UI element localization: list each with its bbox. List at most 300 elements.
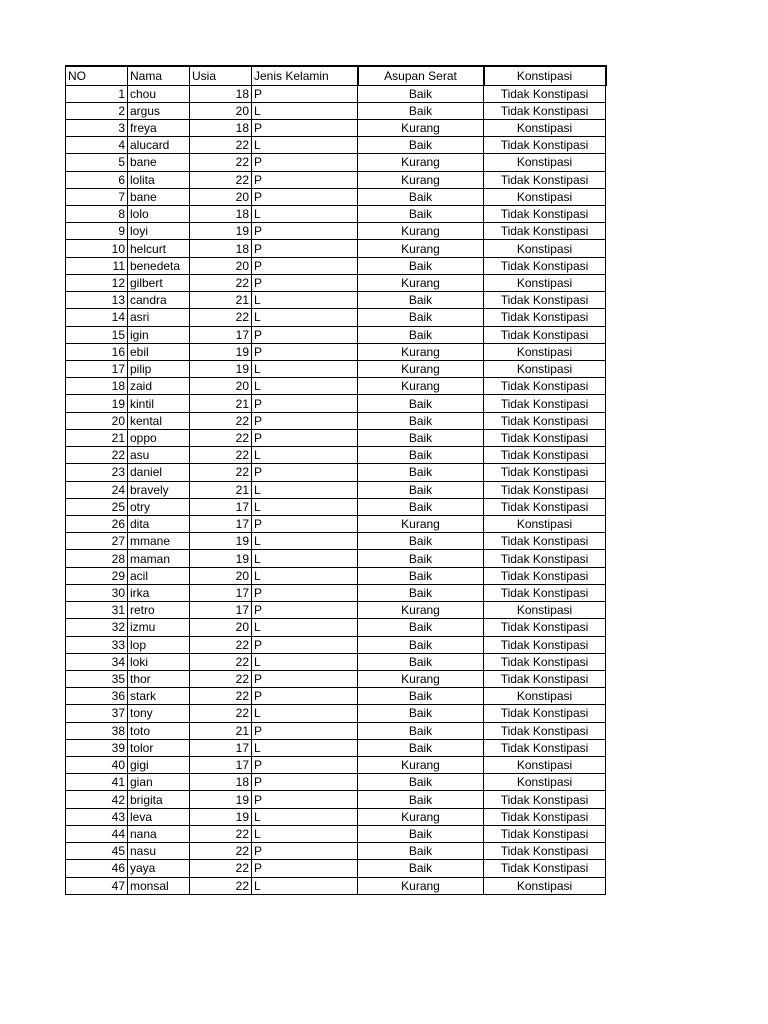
cell-jenis-kelamin: L — [252, 653, 358, 670]
cell-usia: 18 — [190, 240, 252, 257]
cell-asupan-serat: Baik — [358, 464, 484, 481]
cell-nama: igin — [128, 326, 190, 343]
cell-konstipasi: Konstipasi — [484, 688, 606, 705]
cell-nama: daniel — [128, 464, 190, 481]
cell-asupan-serat: Baik — [358, 102, 484, 119]
cell-usia: 22 — [190, 412, 252, 429]
cell-jenis-kelamin: L — [252, 567, 358, 584]
cell-nama: mmane — [128, 533, 190, 550]
cell-usia: 17 — [190, 515, 252, 532]
cell-jenis-kelamin: P — [252, 860, 358, 877]
cell-konstipasi: Tidak Konstipasi — [484, 808, 606, 825]
cell-asupan-serat: Baik — [358, 447, 484, 464]
cell-no: 36 — [66, 688, 128, 705]
cell-nama: stark — [128, 688, 190, 705]
cell-nama: otry — [128, 498, 190, 515]
cell-usia: 19 — [190, 808, 252, 825]
table-row — [66, 292, 606, 309]
cell-no: 19 — [66, 395, 128, 412]
cell-konstipasi: Tidak Konstipasi — [484, 429, 606, 446]
cell-konstipasi: Tidak Konstipasi — [484, 825, 606, 842]
cell-usia: 20 — [190, 188, 252, 205]
table-row — [66, 429, 606, 446]
cell-jenis-kelamin: L — [252, 533, 358, 550]
cell-nama: benedeta — [128, 257, 190, 274]
table-row — [66, 326, 606, 343]
cell-konstipasi: Tidak Konstipasi — [484, 378, 606, 395]
table-row — [66, 412, 606, 429]
cell-nama: irka — [128, 584, 190, 601]
cell-konstipasi: Tidak Konstipasi — [484, 85, 606, 102]
cell-usia: 22 — [190, 447, 252, 464]
cell-asupan-serat: Baik — [358, 825, 484, 842]
cell-nama: gigi — [128, 757, 190, 774]
cell-asupan-serat: Baik — [358, 860, 484, 877]
cell-jenis-kelamin: L — [252, 877, 358, 894]
cell-nama: pilip — [128, 361, 190, 378]
cell-usia: 17 — [190, 757, 252, 774]
cell-usia: 22 — [190, 429, 252, 446]
cell-jenis-kelamin: P — [252, 171, 358, 188]
cell-no: 47 — [66, 877, 128, 894]
cell-jenis-kelamin: P — [252, 429, 358, 446]
cell-usia: 22 — [190, 653, 252, 670]
cell-no: 37 — [66, 705, 128, 722]
table-row — [66, 791, 606, 808]
cell-nama: yaya — [128, 860, 190, 877]
cell-no: 13 — [66, 292, 128, 309]
cell-konstipasi: Tidak Konstipasi — [484, 584, 606, 601]
cell-asupan-serat: Baik — [358, 137, 484, 154]
cell-asupan-serat: Kurang — [358, 877, 484, 894]
cell-asupan-serat: Baik — [358, 429, 484, 446]
cell-usia: 17 — [190, 498, 252, 515]
table-row — [66, 739, 606, 756]
cell-jenis-kelamin: L — [252, 309, 358, 326]
cell-no: 10 — [66, 240, 128, 257]
cell-konstipasi: Tidak Konstipasi — [484, 567, 606, 584]
cell-konstipasi: Konstipasi — [484, 515, 606, 532]
cell-usia: 19 — [190, 533, 252, 550]
cell-no: 4 — [66, 137, 128, 154]
cell-no: 24 — [66, 481, 128, 498]
cell-usia: 21 — [190, 395, 252, 412]
table-row — [66, 223, 606, 240]
cell-usia: 22 — [190, 464, 252, 481]
cell-asupan-serat: Kurang — [358, 240, 484, 257]
cell-nama: brigita — [128, 791, 190, 808]
cell-nama: bravely — [128, 481, 190, 498]
cell-no: 44 — [66, 825, 128, 842]
cell-asupan-serat: Baik — [358, 774, 484, 791]
cell-no: 20 — [66, 412, 128, 429]
cell-no: 12 — [66, 274, 128, 291]
cell-nama: oppo — [128, 429, 190, 446]
cell-konstipasi: Konstipasi — [484, 774, 606, 791]
cell-no: 6 — [66, 171, 128, 188]
table-row — [66, 567, 606, 584]
table-row — [66, 705, 606, 722]
cell-no: 30 — [66, 584, 128, 601]
cell-usia: 19 — [190, 223, 252, 240]
cell-konstipasi: Tidak Konstipasi — [484, 498, 606, 515]
table-row — [66, 808, 606, 825]
table-row — [66, 877, 606, 894]
cell-usia: 21 — [190, 292, 252, 309]
cell-asupan-serat: Kurang — [358, 223, 484, 240]
table-row — [66, 361, 606, 378]
cell-asupan-serat: Baik — [358, 309, 484, 326]
cell-no: 17 — [66, 361, 128, 378]
table-row — [66, 343, 606, 360]
cell-usia: 17 — [190, 602, 252, 619]
table-row — [66, 395, 606, 412]
cell-asupan-serat: Baik — [358, 257, 484, 274]
cell-no: 41 — [66, 774, 128, 791]
table-row — [66, 309, 606, 326]
cell-jenis-kelamin: P — [252, 774, 358, 791]
cell-konstipasi: Tidak Konstipasi — [484, 550, 606, 567]
cell-jenis-kelamin: L — [252, 705, 358, 722]
cell-nama: argus — [128, 102, 190, 119]
table-row — [66, 550, 606, 567]
cell-jenis-kelamin: P — [252, 395, 358, 412]
table-row — [66, 498, 606, 515]
cell-konstipasi: Tidak Konstipasi — [484, 481, 606, 498]
cell-jenis-kelamin: P — [252, 223, 358, 240]
cell-konstipasi: Tidak Konstipasi — [484, 447, 606, 464]
cell-usia: 22 — [190, 705, 252, 722]
cell-no: 33 — [66, 636, 128, 653]
cell-jenis-kelamin: P — [252, 326, 358, 343]
cell-usia: 20 — [190, 257, 252, 274]
table-row — [66, 274, 606, 291]
cell-jenis-kelamin: P — [252, 119, 358, 136]
cell-konstipasi: Tidak Konstipasi — [484, 412, 606, 429]
cell-jenis-kelamin: L — [252, 292, 358, 309]
cell-no: 5 — [66, 154, 128, 171]
cell-usia: 22 — [190, 171, 252, 188]
cell-konstipasi: Konstipasi — [484, 361, 606, 378]
cell-asupan-serat: Baik — [358, 85, 484, 102]
cell-no: 38 — [66, 722, 128, 739]
cell-asupan-serat: Kurang — [358, 119, 484, 136]
cell-usia: 19 — [190, 791, 252, 808]
cell-nama: chou — [128, 85, 190, 102]
cell-konstipasi: Konstipasi — [484, 188, 606, 205]
cell-usia: 20 — [190, 619, 252, 636]
cell-no: 45 — [66, 843, 128, 860]
cell-nama: alucard — [128, 137, 190, 154]
cell-no: 11 — [66, 257, 128, 274]
cell-jenis-kelamin: L — [252, 825, 358, 842]
cell-jenis-kelamin: P — [252, 515, 358, 532]
cell-jenis-kelamin: P — [252, 188, 358, 205]
cell-no: 31 — [66, 602, 128, 619]
cell-nama: thor — [128, 670, 190, 687]
data-table — [65, 65, 607, 895]
cell-usia: 20 — [190, 102, 252, 119]
cell-nama: maman — [128, 550, 190, 567]
cell-asupan-serat: Baik — [358, 533, 484, 550]
cell-jenis-kelamin: P — [252, 85, 358, 102]
cell-konstipasi: Konstipasi — [484, 757, 606, 774]
cell-asupan-serat: Kurang — [358, 274, 484, 291]
cell-konstipasi: Tidak Konstipasi — [484, 705, 606, 722]
cell-jenis-kelamin: L — [252, 498, 358, 515]
cell-jenis-kelamin: L — [252, 137, 358, 154]
cell-usia: 22 — [190, 670, 252, 687]
table-row — [66, 171, 606, 188]
cell-asupan-serat: Kurang — [358, 361, 484, 378]
cell-no: 18 — [66, 378, 128, 395]
table-row — [66, 533, 606, 550]
cell-nama: asri — [128, 309, 190, 326]
cell-nama: gian — [128, 774, 190, 791]
cell-asupan-serat: Baik — [358, 705, 484, 722]
header-jenis-kelamin: Jenis Kelamin — [252, 66, 358, 85]
cell-konstipasi: Tidak Konstipasi — [484, 464, 606, 481]
cell-nama: monsal — [128, 877, 190, 894]
table-row — [66, 206, 606, 223]
cell-usia: 19 — [190, 343, 252, 360]
cell-nama: tolor — [128, 739, 190, 756]
table-row — [66, 85, 606, 102]
table-row — [66, 843, 606, 860]
cell-jenis-kelamin: L — [252, 550, 358, 567]
cell-jenis-kelamin: L — [252, 808, 358, 825]
cell-no: 29 — [66, 567, 128, 584]
cell-asupan-serat: Baik — [358, 498, 484, 515]
cell-jenis-kelamin: P — [252, 154, 358, 171]
cell-asupan-serat: Baik — [358, 619, 484, 636]
cell-no: 39 — [66, 739, 128, 756]
cell-asupan-serat: Baik — [358, 791, 484, 808]
cell-asupan-serat: Baik — [358, 722, 484, 739]
cell-asupan-serat: Baik — [358, 843, 484, 860]
cell-konstipasi: Konstipasi — [484, 154, 606, 171]
cell-konstipasi: Tidak Konstipasi — [484, 722, 606, 739]
cell-no: 21 — [66, 429, 128, 446]
cell-nama: freya — [128, 119, 190, 136]
cell-nama: loyi — [128, 223, 190, 240]
header-usia: Usia — [190, 66, 252, 85]
cell-usia: 22 — [190, 309, 252, 326]
cell-asupan-serat: Baik — [358, 739, 484, 756]
cell-usia: 19 — [190, 550, 252, 567]
cell-asupan-serat: Kurang — [358, 171, 484, 188]
cell-jenis-kelamin: L — [252, 619, 358, 636]
cell-konstipasi: Konstipasi — [484, 602, 606, 619]
table-row — [66, 757, 606, 774]
cell-nama: retro — [128, 602, 190, 619]
cell-usia: 22 — [190, 137, 252, 154]
table-row — [66, 774, 606, 791]
cell-konstipasi: Konstipasi — [484, 274, 606, 291]
cell-konstipasi: Tidak Konstipasi — [484, 292, 606, 309]
cell-konstipasi: Konstipasi — [484, 877, 606, 894]
cell-konstipasi: Tidak Konstipasi — [484, 791, 606, 808]
table-row — [66, 188, 606, 205]
cell-no: 15 — [66, 326, 128, 343]
cell-no: 42 — [66, 791, 128, 808]
cell-usia: 18 — [190, 119, 252, 136]
cell-asupan-serat: Kurang — [358, 670, 484, 687]
cell-jenis-kelamin: P — [252, 791, 358, 808]
cell-asupan-serat: Baik — [358, 688, 484, 705]
cell-konstipasi: Tidak Konstipasi — [484, 860, 606, 877]
cell-asupan-serat: Baik — [358, 188, 484, 205]
cell-no: 14 — [66, 309, 128, 326]
cell-usia: 22 — [190, 688, 252, 705]
cell-no: 34 — [66, 653, 128, 670]
cell-asupan-serat: Baik — [358, 567, 484, 584]
cell-konstipasi: Tidak Konstipasi — [484, 739, 606, 756]
cell-nama: gilbert — [128, 274, 190, 291]
cell-asupan-serat: Baik — [358, 395, 484, 412]
cell-no: 8 — [66, 206, 128, 223]
cell-asupan-serat: Baik — [358, 206, 484, 223]
cell-usia: 22 — [190, 877, 252, 894]
cell-konstipasi: Tidak Konstipasi — [484, 619, 606, 636]
cell-jenis-kelamin: P — [252, 584, 358, 601]
cell-nama: nana — [128, 825, 190, 842]
cell-usia: 17 — [190, 326, 252, 343]
cell-asupan-serat: Baik — [358, 326, 484, 343]
cell-jenis-kelamin: P — [252, 343, 358, 360]
cell-asupan-serat: Baik — [358, 584, 484, 601]
cell-nama: loki — [128, 653, 190, 670]
cell-nama: lolita — [128, 171, 190, 188]
cell-asupan-serat: Kurang — [358, 378, 484, 395]
cell-jenis-kelamin: L — [252, 361, 358, 378]
cell-usia: 22 — [190, 825, 252, 842]
cell-no: 23 — [66, 464, 128, 481]
table-row — [66, 154, 606, 171]
table-row — [66, 688, 606, 705]
cell-konstipasi: Tidak Konstipasi — [484, 533, 606, 550]
cell-no: 46 — [66, 860, 128, 877]
table-row — [66, 481, 606, 498]
cell-konstipasi: Tidak Konstipasi — [484, 843, 606, 860]
cell-usia: 19 — [190, 361, 252, 378]
cell-konstipasi: Tidak Konstipasi — [484, 653, 606, 670]
cell-nama: nasu — [128, 843, 190, 860]
cell-nama: bane — [128, 188, 190, 205]
cell-nama: lolo — [128, 206, 190, 223]
cell-asupan-serat: Kurang — [358, 515, 484, 532]
cell-jenis-kelamin: L — [252, 447, 358, 464]
table-row — [66, 137, 606, 154]
cell-jenis-kelamin: L — [252, 739, 358, 756]
table-row — [66, 860, 606, 877]
cell-konstipasi: Konstipasi — [484, 343, 606, 360]
cell-jenis-kelamin: L — [252, 206, 358, 223]
cell-konstipasi: Tidak Konstipasi — [484, 670, 606, 687]
cell-nama: candra — [128, 292, 190, 309]
cell-no: 7 — [66, 188, 128, 205]
cell-jenis-kelamin: P — [252, 636, 358, 653]
cell-usia: 17 — [190, 584, 252, 601]
cell-no: 28 — [66, 550, 128, 567]
cell-nama: lop — [128, 636, 190, 653]
cell-usia: 21 — [190, 481, 252, 498]
cell-no: 9 — [66, 223, 128, 240]
table-row — [66, 378, 606, 395]
cell-konstipasi: Tidak Konstipasi — [484, 636, 606, 653]
cell-jenis-kelamin: L — [252, 481, 358, 498]
cell-nama: acil — [128, 567, 190, 584]
cell-asupan-serat: Kurang — [358, 808, 484, 825]
cell-no: 2 — [66, 102, 128, 119]
cell-jenis-kelamin: P — [252, 464, 358, 481]
cell-konstipasi: Tidak Konstipasi — [484, 395, 606, 412]
cell-asupan-serat: Baik — [358, 550, 484, 567]
cell-nama: bane — [128, 154, 190, 171]
cell-konstipasi: Tidak Konstipasi — [484, 137, 606, 154]
cell-usia: 22 — [190, 860, 252, 877]
cell-jenis-kelamin: L — [252, 102, 358, 119]
cell-jenis-kelamin: P — [252, 688, 358, 705]
cell-no: 1 — [66, 85, 128, 102]
table-row — [66, 240, 606, 257]
cell-jenis-kelamin: P — [252, 257, 358, 274]
cell-nama: asu — [128, 447, 190, 464]
cell-nama: ebil — [128, 343, 190, 360]
cell-konstipasi: Konstipasi — [484, 119, 606, 136]
table-row — [66, 653, 606, 670]
table-row — [66, 257, 606, 274]
cell-asupan-serat: Kurang — [358, 757, 484, 774]
cell-konstipasi: Tidak Konstipasi — [484, 223, 606, 240]
cell-no: 27 — [66, 533, 128, 550]
cell-usia: 22 — [190, 154, 252, 171]
table-row — [66, 825, 606, 842]
table-row — [66, 602, 606, 619]
table-row — [66, 636, 606, 653]
cell-jenis-kelamin: P — [252, 843, 358, 860]
cell-nama: kintil — [128, 395, 190, 412]
cell-asupan-serat: Baik — [358, 653, 484, 670]
cell-asupan-serat: Kurang — [358, 154, 484, 171]
cell-no: 22 — [66, 447, 128, 464]
table-row — [66, 464, 606, 481]
cell-usia: 20 — [190, 378, 252, 395]
cell-nama: izmu — [128, 619, 190, 636]
cell-konstipasi: Tidak Konstipasi — [484, 309, 606, 326]
cell-asupan-serat: Kurang — [358, 343, 484, 360]
cell-jenis-kelamin: P — [252, 602, 358, 619]
header-asupan-serat: Asupan Serat — [358, 66, 484, 85]
header-konstipasi: Konstipasi — [484, 66, 606, 85]
header-nama: Nama — [128, 66, 190, 85]
cell-jenis-kelamin: L — [252, 378, 358, 395]
table-row — [66, 447, 606, 464]
cell-jenis-kelamin: P — [252, 240, 358, 257]
cell-konstipasi: Tidak Konstipasi — [484, 257, 606, 274]
table-row — [66, 619, 606, 636]
cell-nama: kental — [128, 412, 190, 429]
cell-nama: toto — [128, 722, 190, 739]
cell-konstipasi: Tidak Konstipasi — [484, 171, 606, 188]
cell-usia: 18 — [190, 774, 252, 791]
cell-usia: 21 — [190, 722, 252, 739]
cell-no: 26 — [66, 515, 128, 532]
table-row — [66, 584, 606, 601]
cell-jenis-kelamin: P — [252, 757, 358, 774]
cell-no: 43 — [66, 808, 128, 825]
cell-jenis-kelamin: P — [252, 722, 358, 739]
